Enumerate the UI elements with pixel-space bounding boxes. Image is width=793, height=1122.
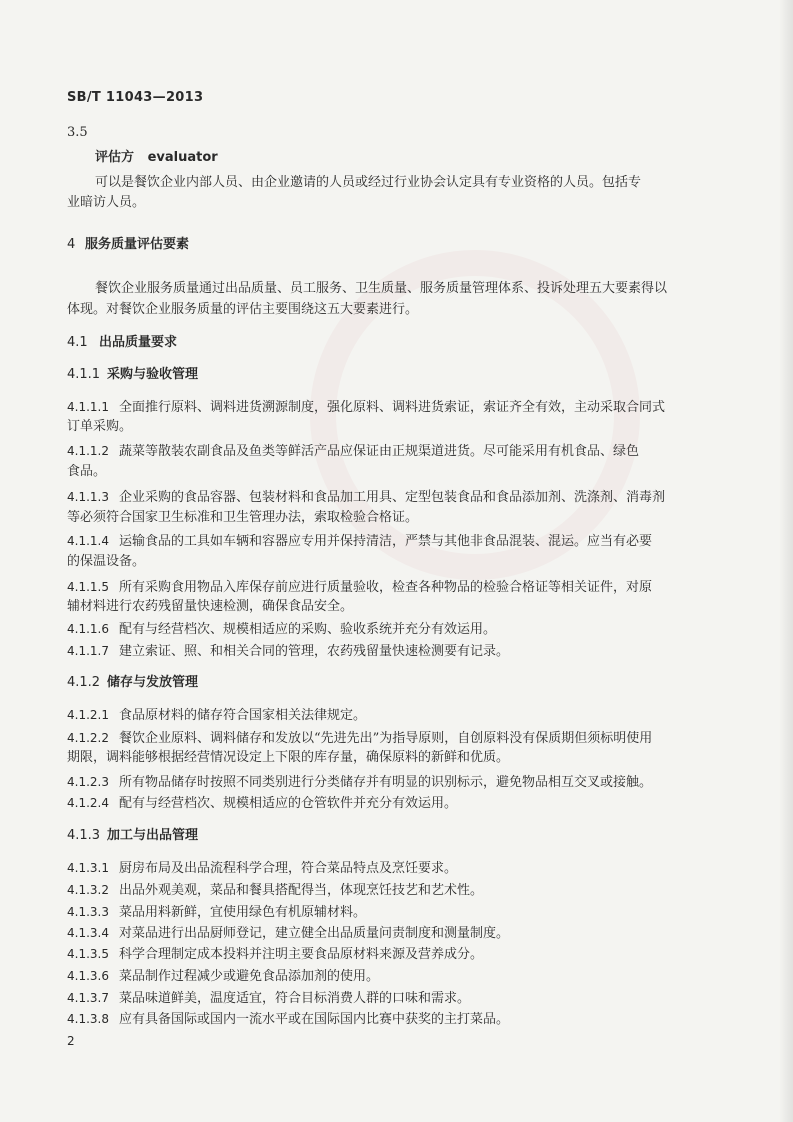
section-4-1-number: 4.1 xyxy=(67,335,88,350)
section-4-1-heading xyxy=(67,335,177,351)
clause-4-1-3-7 xyxy=(67,990,470,1007)
term-heading xyxy=(95,150,218,166)
clause-4-1-3-5 xyxy=(67,946,483,963)
clause-4-1-1-4-cont: 的保温设备。 xyxy=(67,554,146,569)
clause-4-1-2-2-cont: 期限，调料能够根据经营情况设定上下限的库存量，确保原料的新鲜和优质。 xyxy=(67,750,510,765)
clause-4-1-2-1 xyxy=(67,707,366,724)
page-number: 2 xyxy=(67,1034,75,1048)
clause-number: 4.1.3.3 xyxy=(67,905,109,919)
section-4-number: 4 xyxy=(67,237,76,252)
clause-4-1-1-1-cont: 订单采购。 xyxy=(67,419,133,434)
clause-4-1-3-3 xyxy=(67,904,366,921)
clause-number: 4.1.1.5 xyxy=(67,580,109,594)
clause-text: 建立索证、照、和相关合同的管理，农药残留量快速检测要有记录。 xyxy=(119,644,510,659)
section-4-1-3-heading xyxy=(67,828,198,844)
clause-text: 菜品味道鲜美，温度适宜，符合目标消费人群的口味和需求。 xyxy=(119,991,471,1006)
clause-number: 4.1.2.3 xyxy=(67,775,109,789)
clause-4-1-1-3 xyxy=(67,489,665,506)
clause-text: 应有具备国际或国内一流水平或在国际国内比赛中获奖的主打菜品。 xyxy=(119,1012,510,1027)
clause-4-1-3-6 xyxy=(67,968,379,985)
clause-4-1-1-1 xyxy=(67,399,665,416)
clause-number: 4.1.2.4 xyxy=(67,796,109,810)
section-4-intro-line1: 餐饮企业服务质量通过出品质量、员工服务、卫生质量、服务质量管理体系、投诉处理五大要素得以 xyxy=(95,281,668,296)
clause-number: 4.1.1.6 xyxy=(67,622,109,636)
section-4-1-3-number: 4.1.3 xyxy=(67,828,101,843)
clause-number: 4.1.3.1 xyxy=(67,861,109,875)
clause-number: 4.1.1.3 xyxy=(67,490,109,504)
clause-text: 餐饮企业原料、调料储存和发放以“先进先出”为指导原则，自创原料没有保质期但须标明使用 xyxy=(119,731,653,746)
clause-number: 4.1.1.1 xyxy=(67,400,109,414)
section-4-intro-line2: 体现。对餐饮企业服务质量的评估主要围绕这五大要素进行。 xyxy=(67,302,419,317)
clause-4-1-1-3-cont: 等必须符合国家卫生标准和卫生管理办法，索取检验合格证。 xyxy=(67,510,419,525)
section-4-1-title: 出品质量要求 xyxy=(99,335,178,350)
clause-4-1-1-2 xyxy=(67,443,639,460)
clause-text: 所有物品储存时按照不同类别进行分类储存并有明显的识别标示，避免物品相互交叉或接触。 xyxy=(119,775,653,790)
term-cn: 评估方 xyxy=(95,150,135,165)
section-4-1-2-title: 储存与发放管理 xyxy=(107,675,199,690)
clause-4-1-1-4 xyxy=(67,533,652,550)
clause-4-1-3-4 xyxy=(67,925,509,942)
clause-text: 配有与经营档次、规模相适应的采购、验收系统并充分有效运用。 xyxy=(119,622,497,637)
clause-text: 蔬菜等散装农副食品及鱼类等鲜活产品应保证由正规渠道进货。尽可能采用有机食品、绿色 xyxy=(119,444,640,459)
standard-number: SB/T 11043—2013 xyxy=(67,90,204,105)
clause-4-1-3-2 xyxy=(67,882,483,899)
clause-4-1-2-2 xyxy=(67,730,652,747)
section-4-1-3-title: 加工与出品管理 xyxy=(107,828,199,843)
section-4-1-1-title: 采购与验收管理 xyxy=(107,367,199,382)
section-3-5-number: 3.5 xyxy=(67,125,88,140)
clause-4-1-1-6 xyxy=(67,621,496,638)
clause-number: 4.1.1.2 xyxy=(67,444,109,458)
scan-edge-shadow xyxy=(779,0,793,1122)
clause-text: 菜品用料新鲜，宜使用绿色有机原辅材料。 xyxy=(119,905,367,920)
clause-number: 4.1.3.2 xyxy=(67,883,109,897)
section-4-heading xyxy=(67,237,189,253)
term-definition-line1: 可以是餐饮企业内部人员、由企业邀请的人员或经过行业协会认定具有专业资格的人员。包括专 xyxy=(95,175,642,190)
clause-number: 4.1.2.2 xyxy=(67,731,109,745)
clause-4-1-1-2-cont: 食品。 xyxy=(67,464,107,479)
section-4-1-2-number: 4.1.2 xyxy=(67,675,101,690)
clause-number: 4.1.3.5 xyxy=(67,947,109,961)
clause-number: 4.1.1.4 xyxy=(67,534,109,548)
section-4-1-1-heading xyxy=(67,367,198,383)
clause-text: 配有与经营档次、规模相适应的仓管软件并充分有效运用。 xyxy=(119,796,458,811)
clause-text: 对菜品进行出品厨师登记，建立健全出品质量问责制度和测量制度。 xyxy=(119,926,510,941)
section-4-1-2-heading xyxy=(67,675,198,691)
clause-4-1-3-8 xyxy=(67,1011,509,1028)
clause-4-1-2-4 xyxy=(67,795,457,812)
clause-text: 出品外观美观，菜品和餐具搭配得当，体现烹饪技艺和艺术性。 xyxy=(119,883,484,898)
term-definition-line2: 业暗访人员。 xyxy=(67,195,146,210)
clause-4-1-1-7 xyxy=(67,643,509,660)
clause-text: 企业采购的食品容器、包装材料和食品加工用具、定型包装食品和食品添加剂、洗涤剂、消毒剂 xyxy=(119,490,666,505)
clause-number: 4.1.2.1 xyxy=(67,708,109,722)
clause-number: 4.1.3.7 xyxy=(67,991,109,1005)
clause-text: 运输食品的工具如车辆和容器应专用并保持清洁，严禁与其他非食品混装、混运。应当有必要 xyxy=(119,534,653,549)
clause-text: 菜品制作过程减少或避免食品添加剂的使用。 xyxy=(119,969,380,984)
clause-text: 食品原材料的储存符合国家相关法律规定。 xyxy=(119,708,367,723)
section-4-1-1-number: 4.1.1 xyxy=(67,367,101,382)
clause-number: 4.1.3.4 xyxy=(67,926,109,940)
clause-4-1-1-5-cont: 辅材料进行农药残留量快速检测，确保食品安全。 xyxy=(67,599,354,614)
clause-text: 厨房布局及出品流程科学合理，符合菜品特点及烹饪要求。 xyxy=(119,861,458,876)
section-4-title: 服务质量评估要素 xyxy=(85,237,190,252)
clause-text: 科学合理制定成本投料并注明主要食品原材料来源及营养成分。 xyxy=(119,947,484,962)
clause-number: 4.1.3.8 xyxy=(67,1012,109,1026)
term-en: evaluator xyxy=(147,150,218,165)
clause-number: 4.1.1.7 xyxy=(67,644,109,658)
clause-4-1-2-3 xyxy=(67,774,652,791)
clause-number: 4.1.3.6 xyxy=(67,969,109,983)
clause-text: 全面推行原料、调料进货溯源制度，强化原料、调料进货索证，索证齐全有效，主动采取合同式 xyxy=(119,400,666,415)
clause-text: 所有采购食用物品入库保存前应进行质量验收，检查各种物品的检验合格证等相关证件，对原 xyxy=(119,580,653,595)
clause-4-1-3-1 xyxy=(67,860,457,877)
clause-4-1-1-5 xyxy=(67,579,652,596)
